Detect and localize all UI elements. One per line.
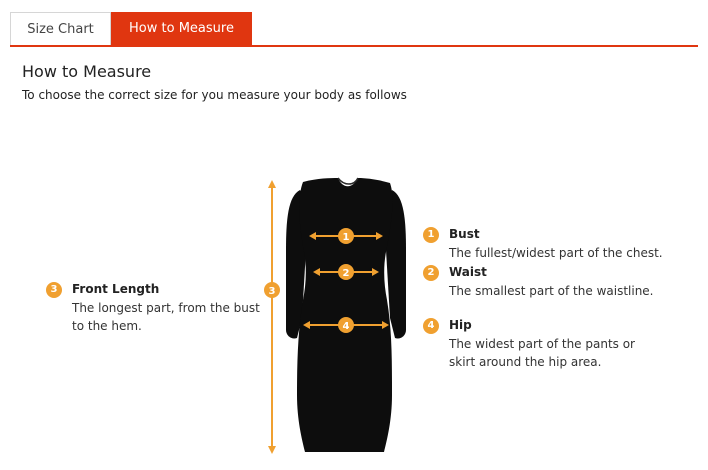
waist-description: The smallest part of the waistline. (449, 284, 654, 298)
badge-waist: 2 (423, 265, 439, 281)
bust-title: Bust (449, 227, 480, 241)
marker-1-label: 1 (342, 232, 350, 243)
marker-2-label: 2 (342, 268, 350, 279)
page-subtitle: To choose the correct size for you measure your body as follows (22, 88, 407, 102)
tab-how-to-measure[interactable]: How to Measure (111, 12, 252, 46)
badge-bust: 1 (423, 227, 439, 243)
badge-hip: 4 (423, 318, 439, 334)
bust-description: The fullest/widest part of the chest. (449, 246, 663, 260)
dress-silhouette (286, 178, 406, 452)
front-length-title: Front Length (72, 282, 160, 296)
hip-title: Hip (449, 318, 472, 332)
page-title: How to Measure (22, 62, 152, 81)
hip-description: The widest part of the pants or skirt around the hip area. (449, 337, 635, 369)
waist-title: Waist (449, 265, 487, 279)
tab-size-chart[interactable]: Size Chart (10, 12, 111, 46)
marker-4-label: 4 (342, 321, 350, 332)
badge-front-length: 3 (46, 282, 62, 298)
marker-3-label: 3 (268, 286, 276, 297)
front-length-description: The longest part, from the bust to the hem. (72, 301, 260, 333)
